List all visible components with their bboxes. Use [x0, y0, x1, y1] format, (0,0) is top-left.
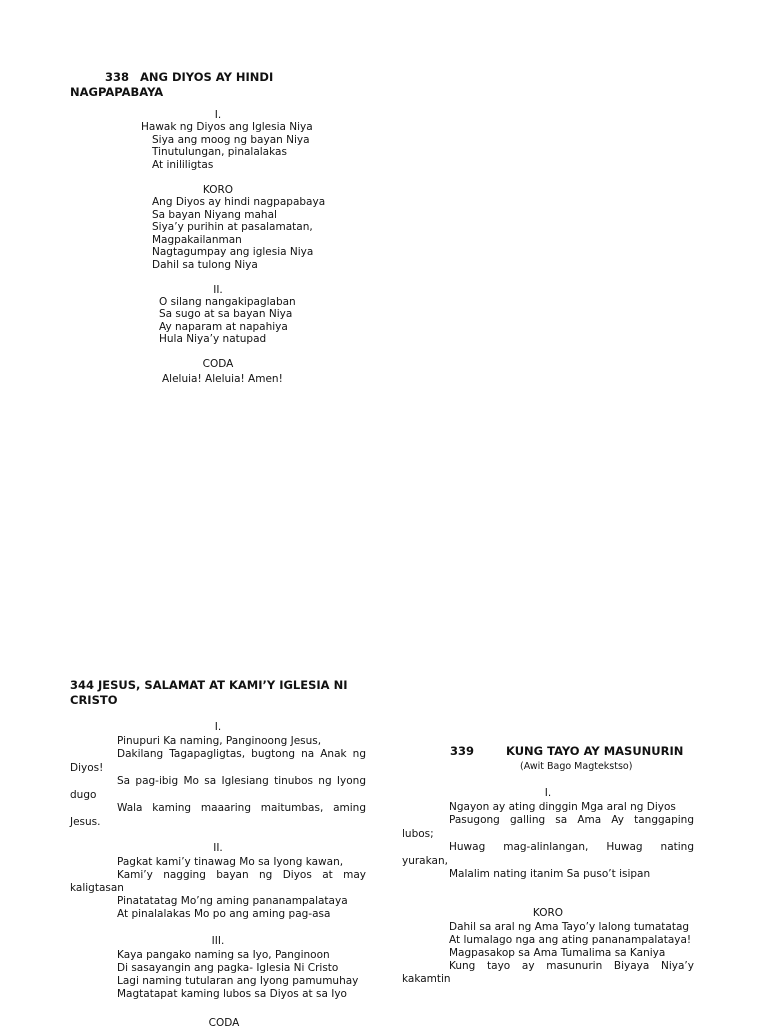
song-344-verse-paragraph: Wala kaming maaaring maitumbas, aming Jesus.: [70, 802, 366, 828]
song-338-verse1-label: I.: [214, 109, 222, 121]
song-338-verse1-line: At inililigtas: [152, 159, 214, 171]
song-338-verse2-line: O silang nangakipaglaban: [159, 296, 296, 308]
song-344-verse1-label: I.: [214, 721, 222, 733]
song-339-subtitle: (Awit Bago Magtekstso): [520, 761, 633, 772]
song-338-title-line1: ANG DIYOS AY HINDI: [140, 70, 274, 84]
song-339-verse-paragraph: Malalim nating itanim Sa puso’t isipan: [449, 868, 651, 880]
song-339-title: KUNG TAYO AY MASUNURIN: [506, 744, 684, 758]
song-339-chorus-paragraph: Magpasakop sa Ama Tumalima sa Kaniya: [449, 946, 666, 959]
song-339-chorus-label: KORO: [532, 907, 564, 919]
song-344-verse2-label: II.: [213, 842, 223, 854]
song-344-verse-line: At pinalalakas Mo po ang aming pag-asa: [117, 907, 331, 920]
song-344-coda-label: CODA: [208, 1017, 240, 1029]
song-344-verse2: [70, 842, 366, 921]
song-338-coda-label: CODA: [202, 358, 234, 370]
song-344-verse3-label: III.: [211, 935, 225, 947]
song-339-chorus: [402, 907, 694, 986]
song-344-verse-line: Magtatapat kaming lubos sa Diyos at sa Iyo: [117, 987, 347, 1000]
song-344-verse-line: Lagi naming tutularan ang Iyong pamumuhay: [117, 974, 359, 987]
song-338-verse1-line: Hawak ng Diyos ang Iglesia Niya: [141, 121, 313, 133]
song-339-verse-paragraph: Huwag mag-alinlangan, Huwag nating yurakan,: [402, 841, 694, 867]
song-344-verse3: [70, 935, 366, 1001]
song-338-chorus-line: Dahil sa tulong Niya: [152, 259, 258, 271]
song-344-verse-paragraph: Sa pag-ibig Mo sa Iglesiang tinubos ng Iyong dugo: [70, 775, 366, 801]
song-338-verse2-line: Sa sugo at sa bayan Niya: [159, 308, 293, 320]
song-338-verse1-line: Tinutulungan, pinalalakas: [152, 146, 287, 158]
song-338-verse2-line: Ay naparam at napahiya: [159, 321, 288, 333]
song-338-verse2-label: II.: [213, 284, 223, 296]
song-338-chorus-line: Siya’y purihin at pasalamatan,: [152, 221, 313, 233]
song-338-verse1-line: Siya ang moog ng bayan Niya: [152, 134, 310, 146]
song-339-verse-paragraph: Pasugong galling sa Ama Ay tanggaping lubos;: [402, 814, 694, 840]
song-339-verse-paragraph: Ngayon ay ating dinggin Mga aral ng Diyos: [449, 800, 676, 813]
song-344-verse-line: Pinatatatag Mo’ng aming pananampalataya: [117, 894, 348, 907]
song-338-title-line2: NAGPAPABAYA: [70, 85, 164, 99]
song-344-verse-paragraph: Dakilang Tagapagligtas, bugtong na Anak ng Diyos!: [70, 748, 366, 774]
song-344-verse-line: Kaya pangako naming sa Iyo, Panginoon: [117, 948, 330, 961]
song-344-title-line2: CRISTO: [70, 693, 118, 707]
song-338-chorus-line: Magpakailanman: [152, 234, 242, 246]
song-339-chorus-paragraph: Kung tayo ay masunurin Biyaya Niya’y kakamtin: [402, 959, 694, 985]
song-338-chorus-line: Sa bayan Niyang mahal: [152, 209, 277, 221]
song-344-verse-line: Pinupuri Ka naming, Panginoong Jesus,: [117, 734, 322, 747]
song-344-verse-line: Pagkat kami’y tinawag Mo sa Iyong kawan,: [117, 855, 344, 868]
song-338-chorus-line: Nagtagumpay ang iglesia Niya: [152, 246, 314, 258]
song-338-chorus-line: Ang Diyos ay hindi nagpapabaya: [152, 196, 326, 208]
song-344-verse1: [70, 721, 366, 829]
song-338-number: 338: [105, 70, 130, 84]
song-339-chorus-paragraph: At lumalago nga ang ating pananampalataya!: [449, 933, 692, 946]
song-338-coda-text: Aleluia! Aleluia! Amen!: [162, 373, 283, 385]
song-338-chorus-label: KORO: [202, 184, 234, 196]
song-344-verse-line: Di sasayangin ang pagka- Iglesia Ni Cristo: [117, 961, 339, 974]
song-344-verse-paragraph: Kami’y nagging bayan ng Diyos at may kaligtasan: [70, 868, 366, 894]
song-338-verse2-line: Hula Niya’y natupad: [159, 333, 267, 345]
song-339-number: 339: [450, 744, 475, 758]
song-344-title-line1: 344 JESUS, SALAMAT AT KAMI’Y IGLESIA NI: [70, 678, 348, 692]
song-339-chorus-paragraph: Dahil sa aral ng Ama Tayo’y lalong tumatatag: [449, 920, 690, 933]
song-339-verse1-label: I.: [544, 787, 552, 799]
song-339-verse1: [402, 787, 694, 882]
